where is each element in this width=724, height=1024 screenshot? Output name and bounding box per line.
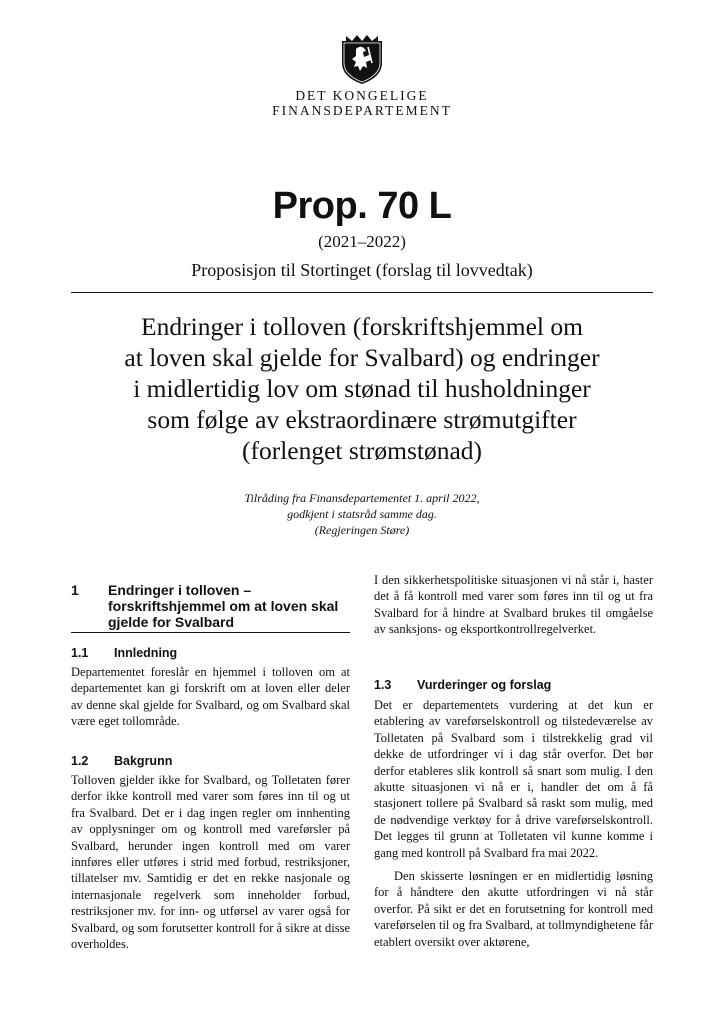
paragraph-security-situation: I den sikkerhetspolitiske situasjonen vi nå står i, haster det å få kontroll med varer som føres inn til og ut fra Svalbard for å hindre at Svalbard brukes til omgåelse av sanksjons- og eksportkontrollregelverket. — [374, 573, 653, 637]
proposition-title: Prop. 70 L — [272, 185, 452, 227]
paragraph-vurderinger: Det er departementets vurdering at det kun er etablering av vareførselskontroll og tilstedeværelse av Tolletaten på Svalbard som i tilstrekkelig grad vil dekke de utfordringer vi i dag står overfor. Det bør derfor etableres slik kontroll så snart som mulig. I den akutte situasjonen vi nå er i, handler det om å få stasjonert tollere på Svalbard så raskt som mulig, med de nødvendige verktøy for å drive vareførselskontroll. Det legges til grunn at Tolletaten vil kunne komme i gang med kontroll på Svalbard fra mai 2022. — [374, 698, 653, 860]
subsection-1-1-heading — [71, 646, 350, 661]
section-number: 1 — [71, 582, 79, 598]
main-title-line: at loven skal gjelde for Svalbard) og endringer — [124, 343, 600, 372]
main-title-line: i midlertidig lov om stønad til husholdninger — [133, 374, 591, 403]
subsection-number: 1.2 — [71, 754, 89, 768]
approval-line: (Regjeringen Støre) — [314, 523, 410, 537]
section-divider — [71, 632, 350, 633]
ministry-name-line2: FINANSDEPARTEMENT — [272, 103, 452, 118]
norwegian-coat-of-arms-icon — [338, 33, 386, 85]
approval-line: Tilråding fra Finansdepartementet 1. april 2022, — [244, 491, 480, 505]
subsection-number: 1.1 — [71, 646, 89, 660]
subsection-title: Bakgrunn — [114, 754, 173, 768]
main-title-line: Endringer i tolloven (forskriftshjemmel om — [141, 312, 583, 341]
title-divider — [71, 292, 653, 293]
main-title-line: som følge av ekstraordinære strømutgifter — [147, 405, 577, 434]
section-1-heading — [71, 582, 350, 630]
paragraph-midlertidig-losning: Den skisserte løsningen er en midlertidig løsning for å håndtere den akutte utfordringen vi nå står overfor. På sikt er det en forutsetning for kontroll med vareførselen til og fra Svalbard, at tollmyndighetene får etablert oversikt over aktørene, — [374, 869, 653, 949]
proposition-subtitle: Proposisjon til Stortinget (forslag til lovvedtak) — [191, 260, 533, 280]
subsection-1-2-heading — [71, 754, 350, 769]
subsection-number: 1.3 — [374, 678, 392, 692]
paragraph-bakgrunn: Tolloven gjelder ikke for Svalbard, og Tolletaten fører derfor ikke kontroll med varer som føres inn til og ut fra Svalbard. Det er i dag ingen regler om innhenting av opplysninger om og kontroll med vareførsler på Svalbard, herunder ingen kontroll med om varer innføres eller utføres i strid med forbud, restriksjoner, tillatelser mv. Samtidig er det en rekke nasjonale og internasjonale regelverk som inneholder forbud, restriksjoner mv. for inn- og utførsel av varer også for Svalbard, og som forutsetter kontroll for å sikre at disse overholdes. — [71, 773, 350, 952]
approval-note — [0, 490, 724, 538]
document-main-title — [80, 311, 644, 466]
subsection-1-3-heading — [374, 678, 653, 693]
subsection-title: Vurderinger og forslag — [417, 678, 552, 692]
ministry-name-line1: DET KONGELIGE — [295, 88, 429, 103]
paragraph-innledning: Departementet foreslår en hjemmel i tolloven om at departementet kan gi forskrift om at loven eller deler av denne skal gjelde for Svalbard, og om Svalbard skal være eget tollområde. — [71, 665, 350, 729]
proposition-years: (2021–2022) — [318, 232, 406, 251]
subsection-title: Innledning — [114, 646, 178, 660]
approval-line: godkjent i statsråd samme dag. — [287, 507, 437, 521]
main-title-line: (forlenget strømstønad) — [241, 436, 483, 465]
section-title: Endringer i tolloven – forskriftshjemmel om at loven skal gjelde for Svalbard — [108, 582, 339, 630]
